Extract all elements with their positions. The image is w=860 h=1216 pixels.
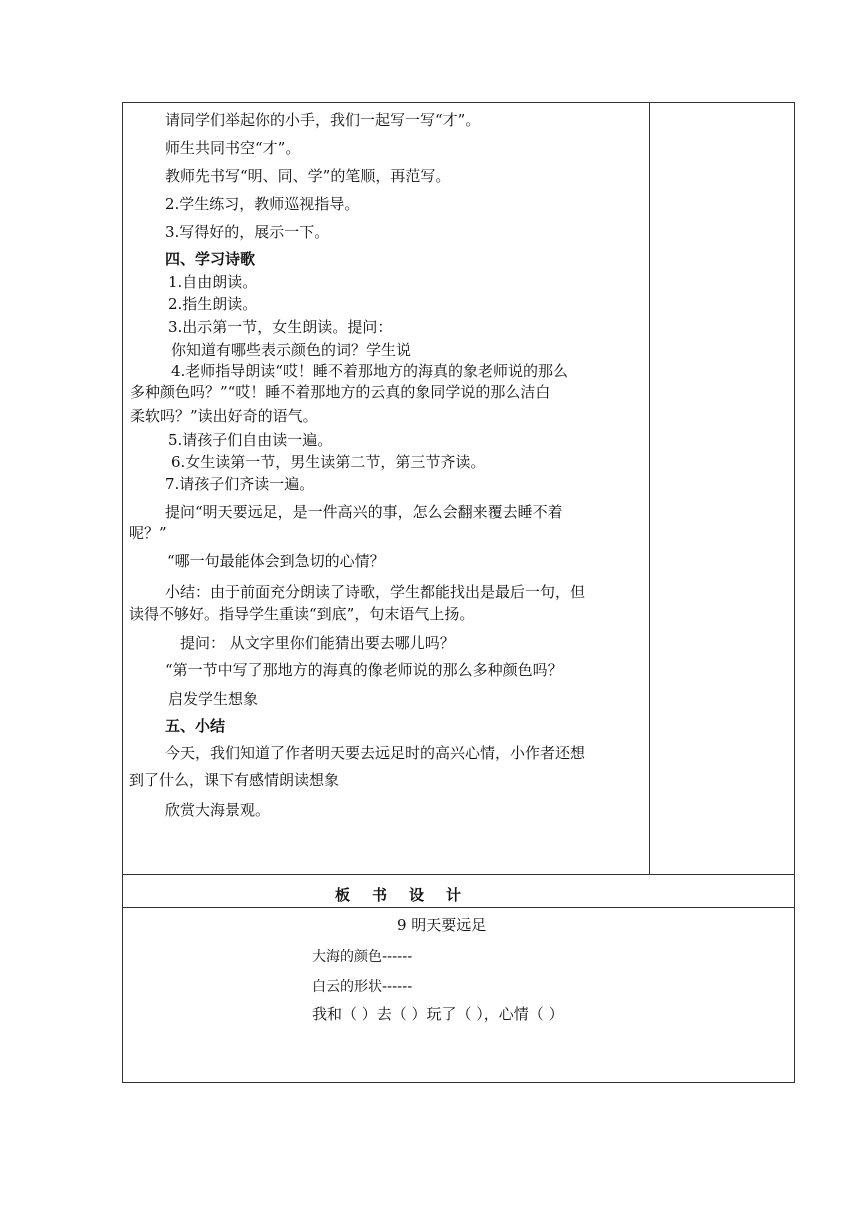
section-heading: 四、学习诗歌 (165, 250, 256, 268)
lesson-line: 读得不够好。指导学生重读“到底”，句末语气上扬。 (129, 605, 475, 623)
lesson-line: “第一节中写了那地方的海真的像老师说的那么多种颜色吗？ (165, 661, 563, 679)
lesson-line: 呢？” (129, 524, 167, 542)
lesson-line: 3.出示第一节，女生朗读。提问： (168, 318, 393, 336)
board-design-heading: 板书设计 (335, 886, 484, 904)
row-divider-top (122, 874, 795, 875)
lesson-line: 欣赏大海景观。 (165, 801, 271, 819)
lesson-line: 2.学生练习，教师巡视指导。 (165, 195, 360, 213)
lesson-line: 4.老师指导朗读“哎！睡不着那地方的海真的象老师说的那么 (171, 362, 568, 380)
lesson-line: 7.请孩子们齐读一遍。 (165, 475, 315, 493)
lesson-line: 提问“明天要远足，是一件高兴的事，怎么会翻来覆去睡不着 (165, 503, 563, 521)
lesson-line: 1.自由朗读。 (168, 273, 258, 291)
board-title: 9 明天要远足 (397, 916, 487, 934)
lesson-line: 柔软吗？”读出好奇的语气。 (130, 407, 318, 425)
row-divider-bottom (122, 907, 795, 908)
board-row-cloud-shape: 白云的形状------ (312, 979, 413, 995)
lesson-line: 教师先书写“明、同、学”的笔顺，再范写。 (165, 167, 451, 185)
lesson-line: 2.指生朗读。 (168, 295, 258, 313)
lesson-line: 你知道有哪些表示颜色的词？学生说 (171, 341, 412, 359)
lesson-line: 5.请孩子们自由读一遍。 (168, 431, 333, 449)
lesson-line: 提问： 从文字里你们能猜出要去哪儿吗？ (180, 634, 455, 652)
lesson-line: 6.女生读第一节，男生读第二节，第三节齐读。 (171, 453, 486, 471)
lesson-line: 请同学们举起你的小手，我们一起写一写“才”。 (165, 111, 481, 129)
lesson-line: 到了什么，课下有感情朗读想象 (129, 771, 340, 789)
lesson-line: 多种颜色吗？”“哎！睡不着那地方的云真的象同学说的那么洁白 (130, 383, 551, 401)
board-row-sea-color: 大海的颜色------ (312, 949, 413, 965)
lesson-line: 今天，我们知道了作者明天要去远足时的高兴心情，小作者还想 (165, 744, 586, 762)
lesson-line: “哪一句最能体会到急切的心情？ (167, 552, 385, 570)
lesson-line: 师生共同书空“才”。 (165, 139, 301, 157)
column-divider (649, 102, 650, 874)
section-heading: 五、小结 (165, 717, 226, 735)
lesson-line: 3.写得好的，展示一下。 (165, 223, 330, 241)
board-row-fill-blanks: 我和（ ）去（ ）玩了（ ），心情（ ） (312, 1005, 564, 1023)
lesson-line: 启发学生想象 (168, 690, 259, 708)
lesson-line: 小结：由于前面充分朗读了诗歌，学生都能找出是最后一句，但 (165, 583, 586, 601)
